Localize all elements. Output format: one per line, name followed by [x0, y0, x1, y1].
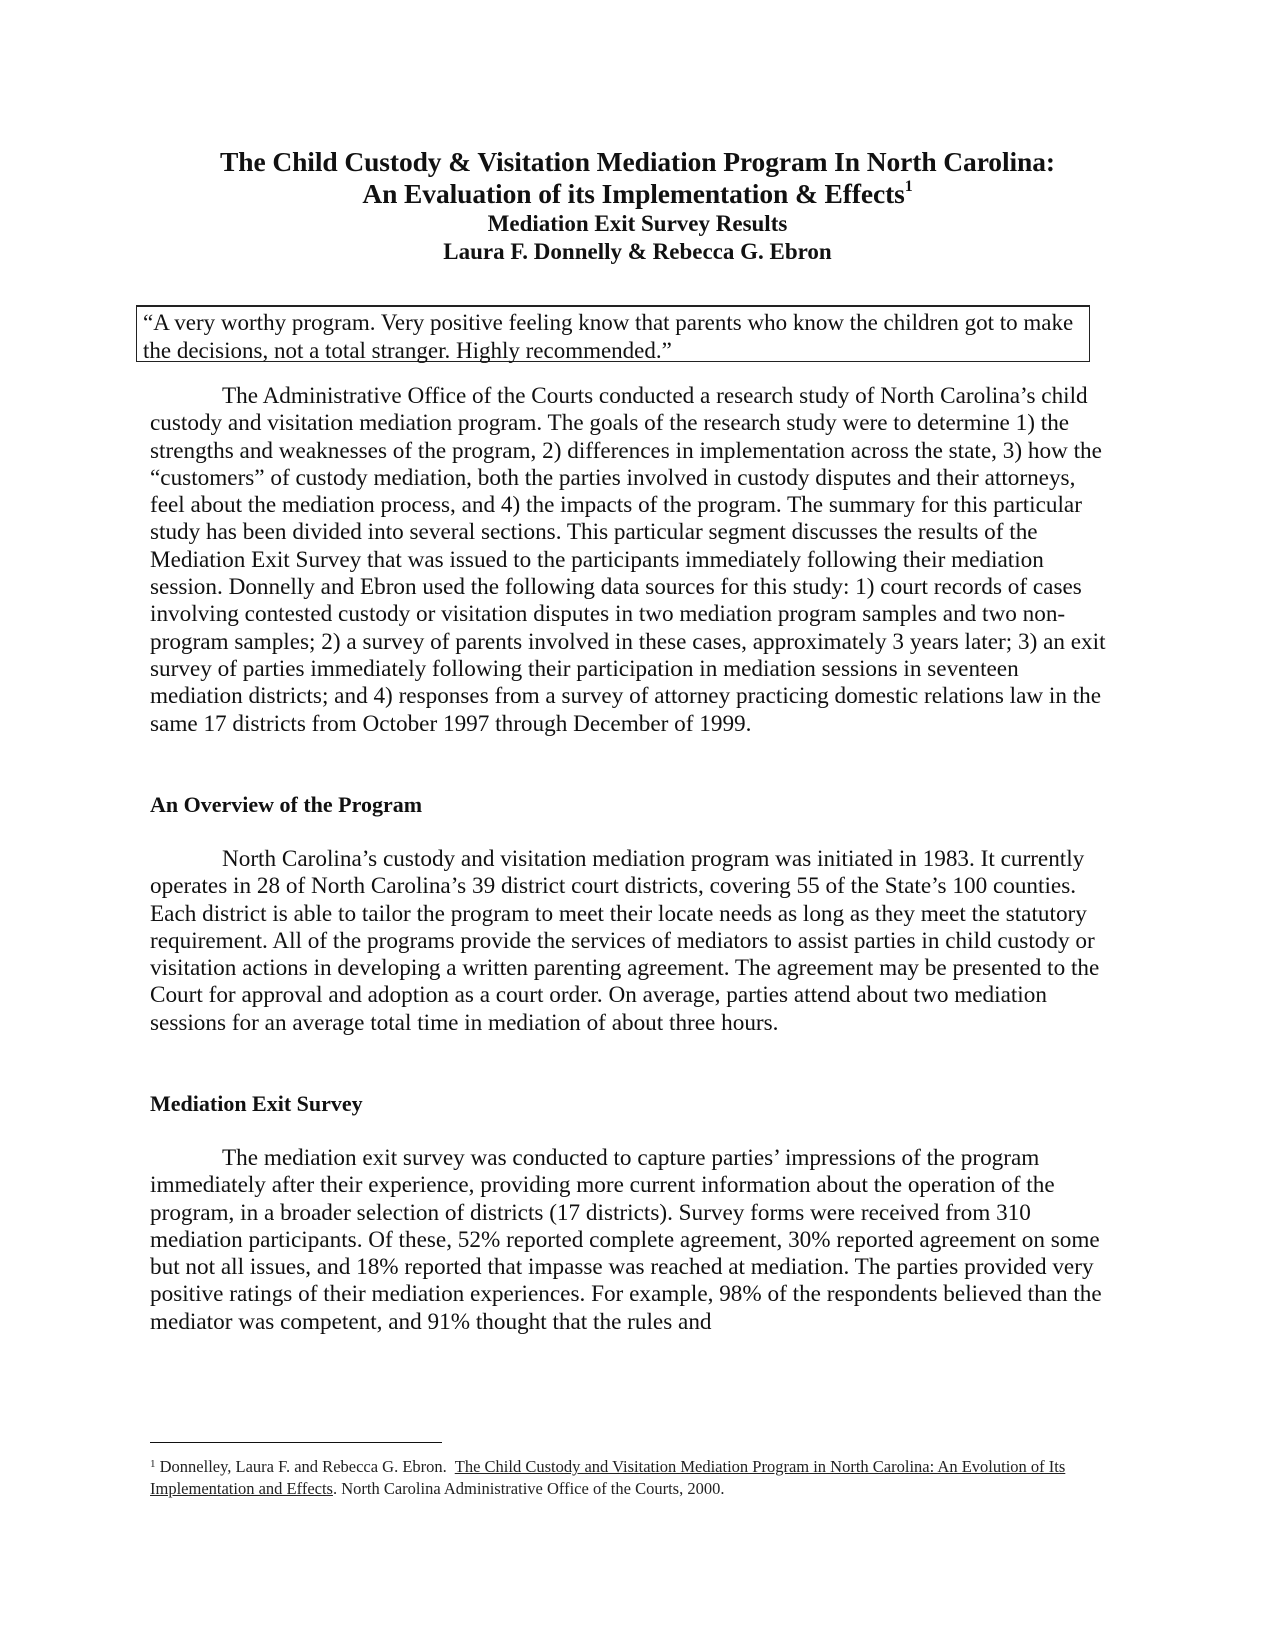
footnote-authors: Donnelley, Laura F. and Rebecca G. Ebron. — [159, 1457, 447, 1476]
footnote-work-title: The Child Custody and Visitation Mediation Program in North Carolina: An Evolution of Its Implementation and Effects — [150, 1457, 1066, 1498]
overview-paragraph-text: North Carolina’s custody and visitation mediation program was initiated in 1983. It currently operates in 28 of North Carolina’s 39 district court districts, covering 55 of the State’s 100 counties. Each district is able to tailor the program to meet their locate needs as long as they meet the statutory requirement. All of the programs provide the services of mediators to assist parties in child custody or visitation actions in developing a written parenting agreement. The agreement may be presented to the Court for approval and adoption as a court order. On average, parties attend about two mediation sessions for an average total time in mediation of about three hours. — [150, 846, 1100, 1036]
overview-paragraph — [150, 846, 1110, 1037]
footnote-divider — [150, 1442, 442, 1443]
document-subtitle: Mediation Exit Survey Results — [487, 211, 788, 236]
title-block — [0, 146, 1275, 266]
document-title-text: An Evaluation of its Implementation & Effects — [362, 178, 905, 209]
footnote-reference-marker[interactable]: 1 — [904, 178, 913, 195]
section-heading-overview: An Overview of the Program — [150, 792, 423, 817]
document-title-line-2 — [0, 178, 1275, 210]
intro-paragraph — [150, 383, 1110, 738]
exit-survey-paragraph-text: The mediation exit survey was conducted to capture parties’ impressions of the program immediately after their experience, providing more current information about the operation of the program, in a broader selection of districts (17 districts). Survey forms were received from 310 mediation participants. Of these, 52% reported complete agreement, 30% reported agreement on some but not all issues, and 18% reported that impasse was reached at mediation. The parties provided very positive ratings of their mediation experiences. For example, 98% of the respondents believed than the mediator was competent, and 91% thought that the rules and — [150, 1145, 1102, 1335]
footnote-publisher: . North Carolina Administrative Office of the Courts, 2000. — [332, 1479, 725, 1498]
intro-paragraph-text: The Administrative Office of the Courts conducted a research study of North Carolina’s child custody and visitation mediation program. The goals of the research study were to determine 1) the strengths and weaknesses of the program, 2) differences in implementation across the state, 3) how the “customers” of custody mediation, both the parties involved in custody disputes and their attorneys, feel about the mediation process, and 4) the impacts of the program. The summary for this particular study has been divided into several sections. This particular segment discusses the results of the Mediation Exit Survey that was issued to the participants immediately following their mediation session. Donnelly and Ebron used the following data sources for this study: 1) court records of cases involving contested custody or visitation disputes in two mediation program samples and two non-program samples; 2) a survey of parents involved in these cases, approximately 3 years later; 3) an exit survey of parties immediately following their participation in mediation sessions in seventeen mediation districts; and 4) responses from a survey of attorney practicing domestic relations law in the same 17 districts from October 1997 through December of 1999. — [150, 383, 1106, 737]
testimonial-quote-box: “A very worthy program. Very positive feeling know that parents who know the children got to make the decisions, not a total stranger. Highly recommended.” — [136, 305, 1090, 362]
exit-survey-paragraph — [150, 1145, 1110, 1336]
footnote-marker: 1 — [150, 1458, 156, 1470]
document-title-line-1: The Child Custody & Visitation Mediation Program In North Carolina: — [220, 146, 1055, 177]
section-heading-exit-survey: Mediation Exit Survey — [150, 1091, 363, 1116]
footnote — [150, 1456, 1110, 1500]
document-authors: Laura F. Donnelly & Rebecca G. Ebron — [443, 239, 832, 264]
